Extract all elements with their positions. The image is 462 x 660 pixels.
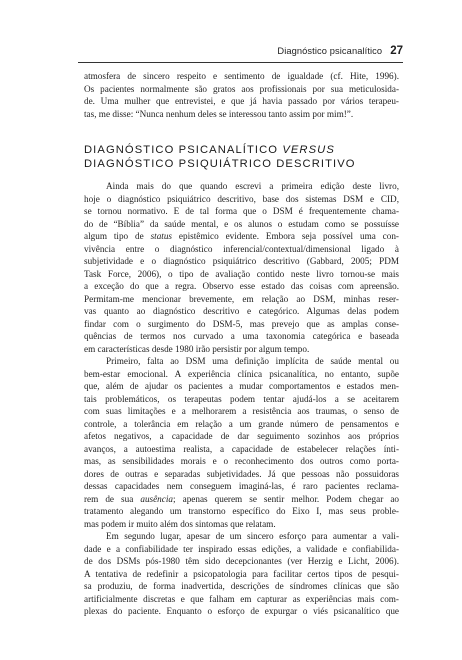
text-run: algum tipo de [84,231,151,241]
text-line: de dos DSMs pós-1980 têm sido decepcionantes (ver Herzig e Licht, 2006). [84,556,399,566]
section-heading-line-2: DIAGNÓSTICO PSIQUIÁTRICO DESCRITIVO [84,157,356,170]
text-line: de. Uma mulher que entrevistei, e que já havia passado por vários terapeu- [84,96,399,106]
running-header [78,45,403,57]
text-line: controle, a tolerância em relação a um grande número de pensamentos e [84,418,399,429]
text-line: quências de termos nos curvado a uma taxonomia categórica e baseada [84,331,399,341]
section-heading-line-1 [84,144,404,158]
text-run: ; apenas querem se sentir melhor. Podem chegar ao [173,493,400,504]
text-line: a exceção do que a regra. Observo esse estado das coisas com apreensão. [84,281,399,291]
text-line: Ainda mais do que quando escrevi a primeira edição deste livro, [106,181,399,191]
text-line: tratamento alegando um transtorno específico do Eixo I, mas seus proble- [84,506,399,516]
text-line: atmosfera de sincero respeito e sentimento de igualdade (cf. Hite, 1996). [84,71,399,81]
header-rule [78,62,403,63]
text-line: vivência entre o diagnóstico inferencial/contextual/dimensional ligado à [84,243,399,254]
text-line: hoje o diagnóstico psiquiátrico descritivo, base dos sistemas DSM e CID, [84,193,399,204]
body-text [84,180,399,618]
text-line: A tentativa de redefinir a psicopatologia para facilitar certos tipos de pesqui- [84,568,399,579]
text-run: rem de sua [84,493,141,504]
heading-text: DIAGNÓSTICO PSICANALÍTICO [84,144,283,156]
heading-emphasis: VERSUS [282,144,335,156]
text-line: Primeiro, falta ao DSM uma definição implícita de saúde mental ou [106,356,399,366]
text-run: epistêmico evidente. Embora seja possível uma con- [172,231,399,241]
text-line: Task Force, 2006), o tipo de avaliação contido neste livro tornou-se mais [84,268,399,279]
paragraph [84,530,399,618]
text-line: Permitam-me mencionar brevemente, em relação ao DSM, minhas reser- [84,293,399,304]
text-line: avanços, a autoestima realista, a capacidade de estabelecer relações ínti- [84,443,399,454]
text-line: plexas do paciente. Enquanto o esforço de expurgar o viés psicanalítico que [84,606,399,616]
top-paragraph [84,70,399,120]
text-line [84,230,399,243]
text-line: dores de outras e separadas subjetividades. Já que pessoas não possuidoras [84,468,399,479]
section-heading [84,144,404,171]
text-line [84,493,399,506]
paragraph [84,180,399,355]
text-line: que, além de ajudar os pacientes a mudar comportamentos e estados men- [84,381,399,391]
page-number: 27 [390,45,403,57]
text-line: tas, me disse: “Nunca nenhum deles se interessou tanto assim por mim!”. [84,108,354,119]
text-line: do de “Bíblia” da saúde mental, e os alunos o estudam como se possuísse [84,218,399,229]
emphasis: status [150,231,173,241]
text-line: em características desde 1980 irão persistir por algum tempo. [84,343,310,354]
text-line: se tornou normativo. E de tal forma que o DSM é frequentemente chama- [84,206,399,216]
text-line: mas podem ir muito além dos sintomas que relatam. [84,518,276,529]
text-line: mas, as sensibilidades morais e o reconhecimento dos outros como porta- [84,456,399,466]
text-line: bem-estar emocional. A experiência clínica psicanalítica, no entanto, supõe [84,368,399,379]
text-line: afetos negativos, a capacidade de dar seguimento sozinhos aos próprios [84,431,399,441]
text-line: Em segundo lugar, apesar de um sincero esforço para aumentar a vali- [106,531,399,541]
text-line: tais problemáticos, os terapeutas podem tentar ajudá-los a se aceitarem [84,393,399,404]
running-title: Diagnóstico psicanalítico [277,46,383,56]
text-line: sa produziu, de forma inadvertida, descrições de síndromes clínicas que são [84,581,399,591]
text-line: artificialmente discretas e que falham em capturar as experiências mais com- [84,593,399,604]
text-line: com suas limitações e a melhorarem a resistência aos traumas, o senso de [84,406,399,416]
text-line: findar com o surgimento do DSM-5, mas prevejo que as amplas conse- [84,318,399,329]
paragraph [84,355,399,530]
text-line: subjetividade e o diagnóstico psiquiátrico descritivo (Gabbard, 2005; PDM [84,256,399,266]
text-line: dade e a confiabilidade ter inspirado essas edições, a validade e confiabilida- [84,543,399,554]
text-line: vas quanto ao diagnóstico descritivo e categórico. Algumas delas podem [84,306,399,316]
emphasis: ausência [140,493,174,504]
text-line: Os pacientes normalmente são gratos aos profissionais por sua meticulosida- [84,83,399,94]
text-line: dessas capacidades nem conseguem imaginá-las, é raro pacientes reclama- [84,481,399,491]
